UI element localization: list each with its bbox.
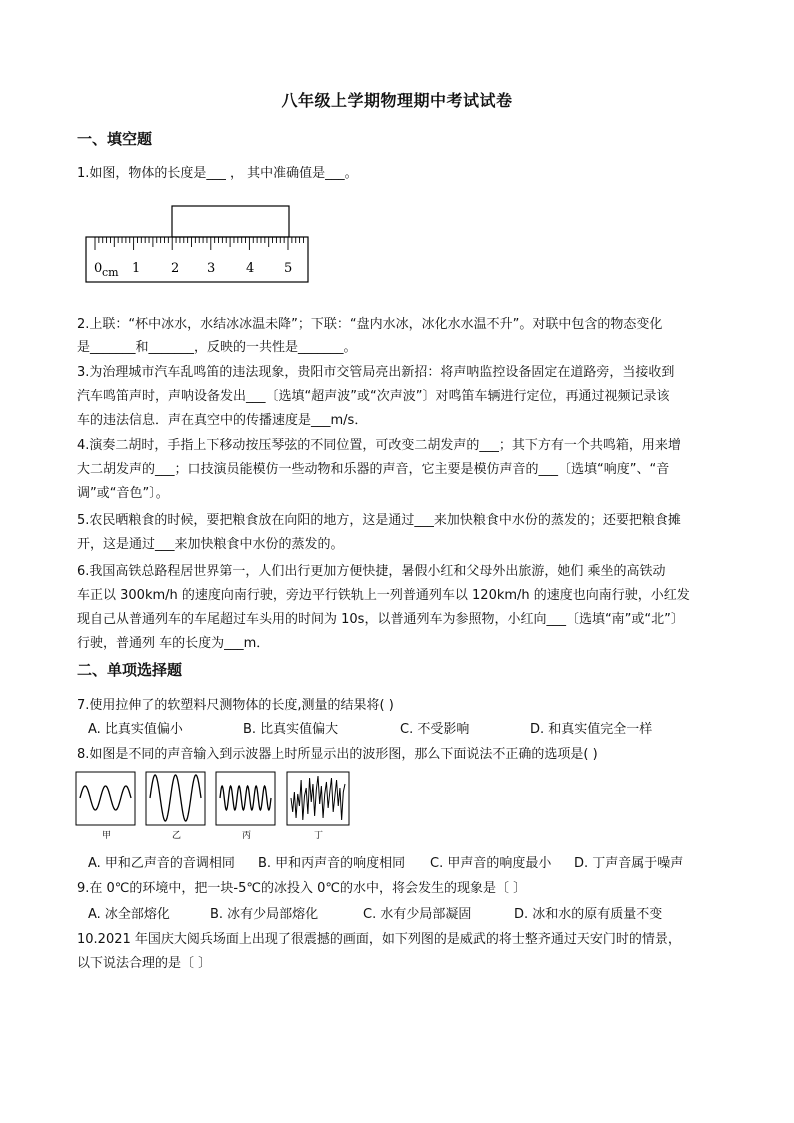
q7-option-a[interactable]: A. 比真实值偏小 [88, 722, 183, 737]
question-1: 1.如图，物体的长度是___ ， 其中准确值是___。 [77, 166, 358, 181]
q8-option-b[interactable]: B. 甲和丙声音的响度相同 [258, 856, 406, 871]
question-8-stem: 8.如图是不同的声音输入到示波器上时所显示出的波形图，那么下面说法不正确的选项是( ) [77, 747, 598, 762]
wave-label-jia: 甲 [102, 831, 112, 841]
measured-object [172, 206, 289, 237]
waveform-figure [74, 770, 354, 842]
question-6-line-3: 现自己从普通列车的车尾超过车头用的时间为 10s，以普通列车为参照物，小红向___〔选填“南”或“北”〕 [77, 612, 684, 627]
q8-option-c[interactable]: C. 甲声音的响度最小 [430, 856, 552, 871]
waveform-box-jia [76, 772, 135, 825]
ruler-label-0: 0 [94, 261, 103, 276]
q9-option-c[interactable]: C. 水有少局部凝固 [363, 907, 472, 922]
waveform-ding [291, 776, 345, 820]
q9-option-d[interactable]: D. 冰和水的原有质量不变 [514, 907, 663, 922]
question-5-line-1: 5.农民晒粮食的时候，要把粮食放在向阳的地方，这是通过___来加快粮食中水份的蒸发的；还要把粮食摊 [77, 513, 681, 528]
ruler-ticks [95, 237, 303, 250]
page-title: 八年级上学期物理期中考试试卷 [281, 91, 513, 110]
q8-option-a[interactable]: A. 甲和乙声音的音调相同 [88, 856, 235, 871]
ruler-label-3: 3 [207, 261, 216, 276]
question-3-line-3: 车的违法信息．声在真空中的传播速度是___m/s． [77, 413, 368, 428]
question-10-line-1: 10.2021 年国庆大阅兵场面上出现了很震撼的画面，如下列图的是威武的将士整齐通过天安门时的情景， [77, 932, 681, 947]
waveform-box-yi [146, 772, 205, 825]
ruler-labels [94, 261, 292, 279]
question-4-line-3: 调”或“音色”〕。 [77, 486, 169, 501]
question-10-line-2: 以下说法合理的是〔 〕 [77, 956, 212, 971]
q7-option-c[interactable]: C. 不受影响 [400, 722, 470, 737]
q7-option-d[interactable]: D. 和真实值完全一样 [530, 722, 653, 737]
ruler-figure [82, 200, 312, 284]
q9-option-b[interactable]: B. 冰有少局部熔化 [210, 907, 319, 922]
ruler-label-4: 4 [246, 261, 255, 276]
question-3-line-2: 汽车鸣笛声时，声呐设备发出___〔选填“超声波”或“次声波”〕对鸣笛车辆进行定位，再通过视频记录该 [77, 389, 670, 404]
question-2-line-1: 2.上联：“杯中冰水，水结冰冰温未降”；下联：“盘内水冰，冰化水水温不升”。对联中包含的物态变化 [77, 317, 663, 332]
ruler-body [86, 237, 308, 282]
question-3-line-1: 3.为治理城市汽车乱鸣笛的违法现象，贵阳市交管局亮出新招：将声呐监控设备固定在道路旁，当接收到 [77, 365, 675, 380]
question-2-line-2: 是_______和_______，反映的一共性是_______。 [77, 340, 357, 355]
ruler-label-2: 2 [171, 261, 180, 276]
question-6-line-2: 车正以 300km/h 的速度向南行驶，旁边平行铁轨上一列普通列车以 120km/h 的速度也向南行驶，小红发 [77, 588, 690, 603]
question-5-line-2: 开，这是通过___来加快粮食中水份的蒸发的。 [77, 537, 344, 552]
question-6-line-4: 行驶，普通列 车的长度为___m． [77, 636, 270, 651]
question-4-line-1: 4.演奏二胡时，手指上下移动按压琴弦的不同位置，可改变二胡发声的___；其下方有一个共鸣箱，用来增 [77, 438, 681, 453]
q9-option-a[interactable]: A. 冰全部熔化 [88, 907, 170, 922]
ruler-label-1: 1 [132, 261, 141, 276]
waveform-bing [220, 786, 271, 810]
ruler-label-5: 5 [284, 261, 293, 276]
section-heading-single-choice: 二、单项选择题 [77, 661, 183, 679]
waveform-jia [80, 786, 131, 810]
section-heading-fill: 一、填空题 [77, 130, 153, 148]
waveform-yi [150, 775, 201, 821]
wave-label-ding: 丁 [314, 831, 324, 841]
question-9-stem: 9.在 0℃的环境中，把一块-5℃的冰投入 0℃的水中，将会发生的现象是〔 〕 [77, 881, 527, 896]
q8-option-d[interactable]: D. 丁声音属于噪声 [574, 856, 684, 871]
wave-label-bing: 丙 [242, 831, 252, 841]
wave-label-yi: 乙 [172, 831, 182, 841]
question-7-stem: 7.使用拉伸了的软塑料尺测物体的长度,测量的结果将( ) [77, 698, 394, 713]
question-4-line-2: 大二胡发声的___；口技演员能模仿一些动物和乐器的声音，它主要是模仿声音的___〔选填“响度”、“音 [77, 462, 670, 477]
question-6-line-1: 6.我国高铁总路程居世界第一，人们出行更加方便快捷，暑假小红和父母外出旅游，她们 乘坐的高铁动 [77, 564, 666, 579]
q7-option-b[interactable]: B. 比真实值偏大 [243, 722, 339, 737]
ruler-unit: cm [102, 266, 119, 279]
